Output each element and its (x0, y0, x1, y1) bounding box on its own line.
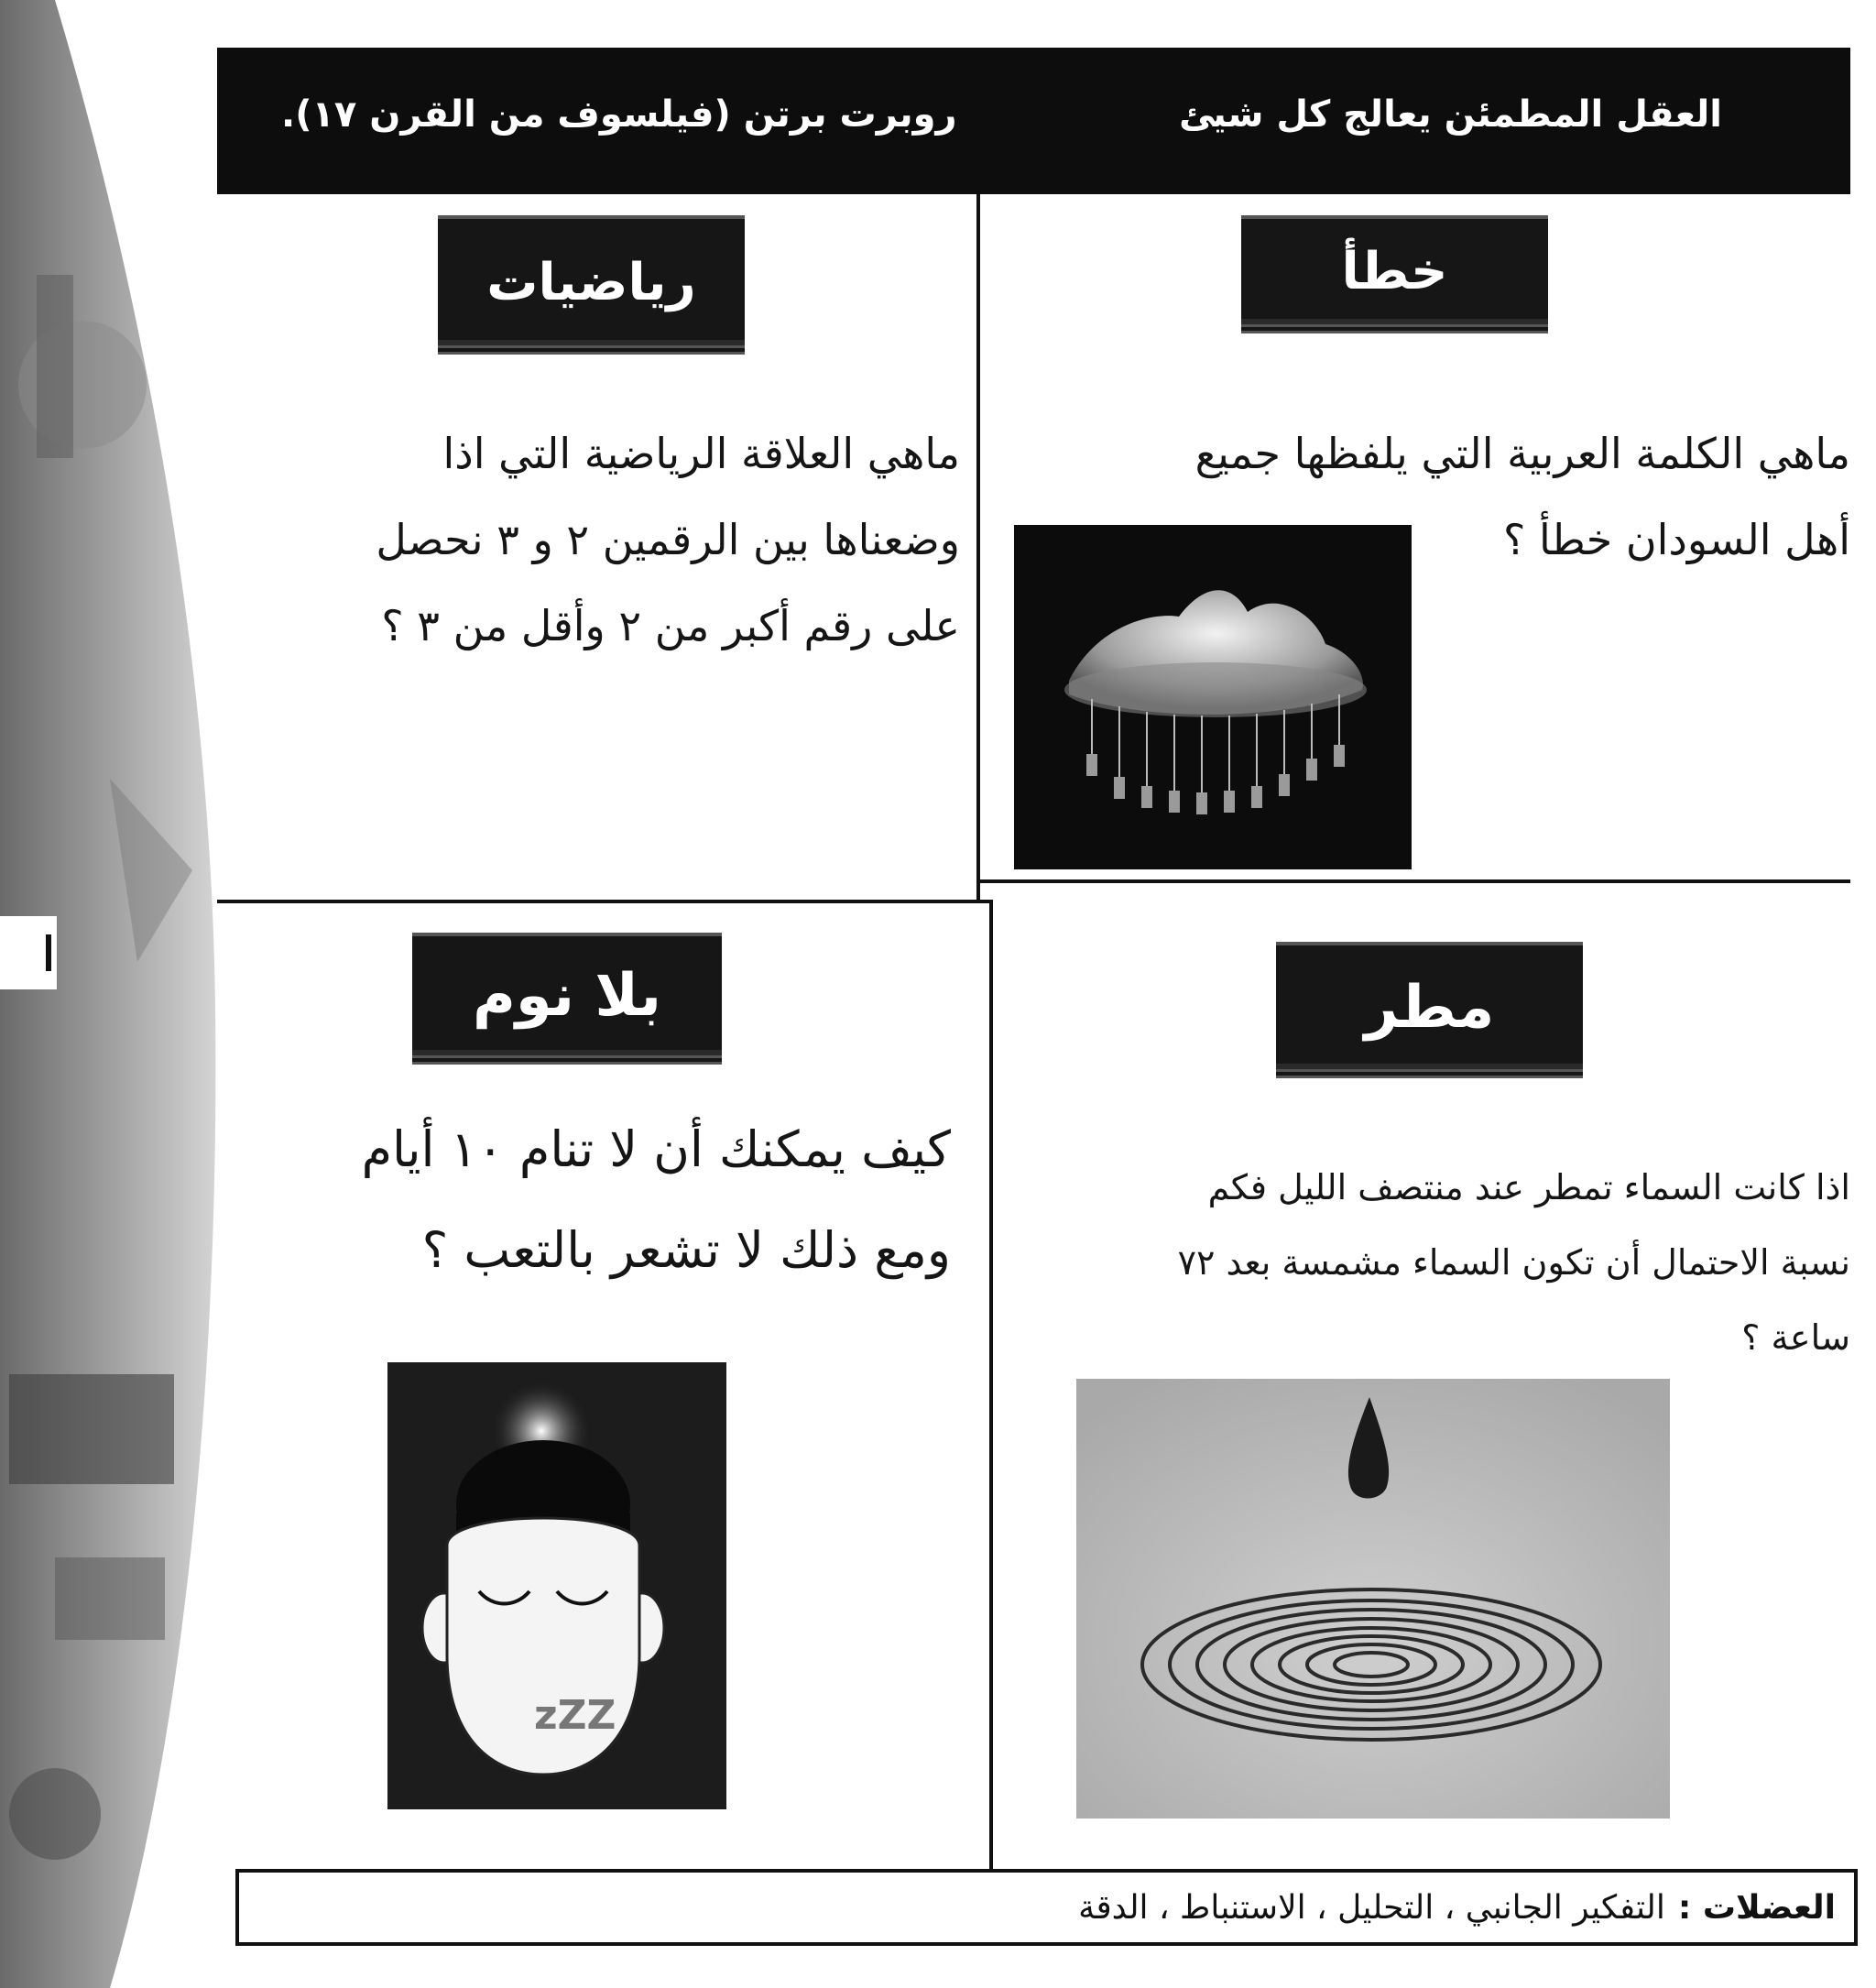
rain-line-2: نسبة الاحتمال أن تكون السماء مشمسة بعد ٧٢ (1177, 1242, 1850, 1283)
rain-title-text: مطر (1364, 973, 1495, 1042)
grid-divider-vertical-bottom (989, 900, 993, 1869)
zzz-label: zZZ (534, 1692, 616, 1739)
water-drop-illustration (1076, 1379, 1670, 1819)
math-line-3: على رقم أكبر من ٢ وأقل من ٣ ؟ (381, 601, 960, 650)
panel-title-mistake (1241, 215, 1548, 333)
quote-header-band (217, 48, 1850, 194)
rain-cloud-icon (1014, 525, 1412, 869)
no-sleep-question (191, 1099, 951, 1301)
decorative-side-photo (0, 0, 229, 1988)
grid-divider-horizontal-right (980, 879, 1850, 883)
rain-line-1: اذا كانت السماء تمطر عند منتصف الليل فكم (1207, 1167, 1850, 1207)
sleeping-head-illustration (387, 1362, 726, 1809)
math-line-1: ماهي العلاقة الرياضية التي اذا (442, 429, 960, 478)
rain-line-3: ساعة ؟ (1741, 1317, 1850, 1358)
grid-divider-horizontal-left (217, 900, 991, 903)
mistake-line-2: أهل السودان خطأ ؟ (1503, 515, 1850, 564)
panel-title-math (438, 215, 745, 355)
quote-text: العقل المطمئن يعالج كل شيئ (1179, 93, 1722, 136)
math-question (209, 410, 960, 669)
panel-title-rain (1276, 942, 1583, 1078)
quote-author: روبرت برتن (فيلسوف من القرن ١٧). (281, 93, 957, 136)
math-title-text: رياضيات (486, 252, 696, 312)
sleeping-head-icon (387, 1362, 726, 1809)
skills-label: العضلات : (1677, 1888, 1836, 1927)
math-line-2: وضعناها بين الرقمين ٢ و ٣ نحصل (376, 515, 960, 564)
no-sleep-line-1: كيف يمكنك أن لا تنام ١٠ أيام (361, 1120, 951, 1178)
panel-title-no-sleep (412, 933, 722, 1065)
no-sleep-title-text: بلا نوم (473, 962, 661, 1030)
mistake-line-1: ماهي الكلمة العربية التي يلفظها جميع (1194, 429, 1850, 478)
water-drop-ripple-icon (1076, 1379, 1670, 1819)
rain-question (980, 1150, 1850, 1375)
rain-cloud-illustration (1014, 525, 1412, 869)
skills-list: التفكير الجانبي ، التحليل ، الاستنباط ، الدقة (1078, 1888, 1665, 1927)
side-tab-marker (0, 916, 57, 989)
no-sleep-line-2: ومع ذلك لا تشعر بالتعب ؟ (421, 1221, 951, 1279)
mistake-title-text: خطأ (1341, 242, 1448, 301)
skills-footer-box (235, 1869, 1858, 1946)
